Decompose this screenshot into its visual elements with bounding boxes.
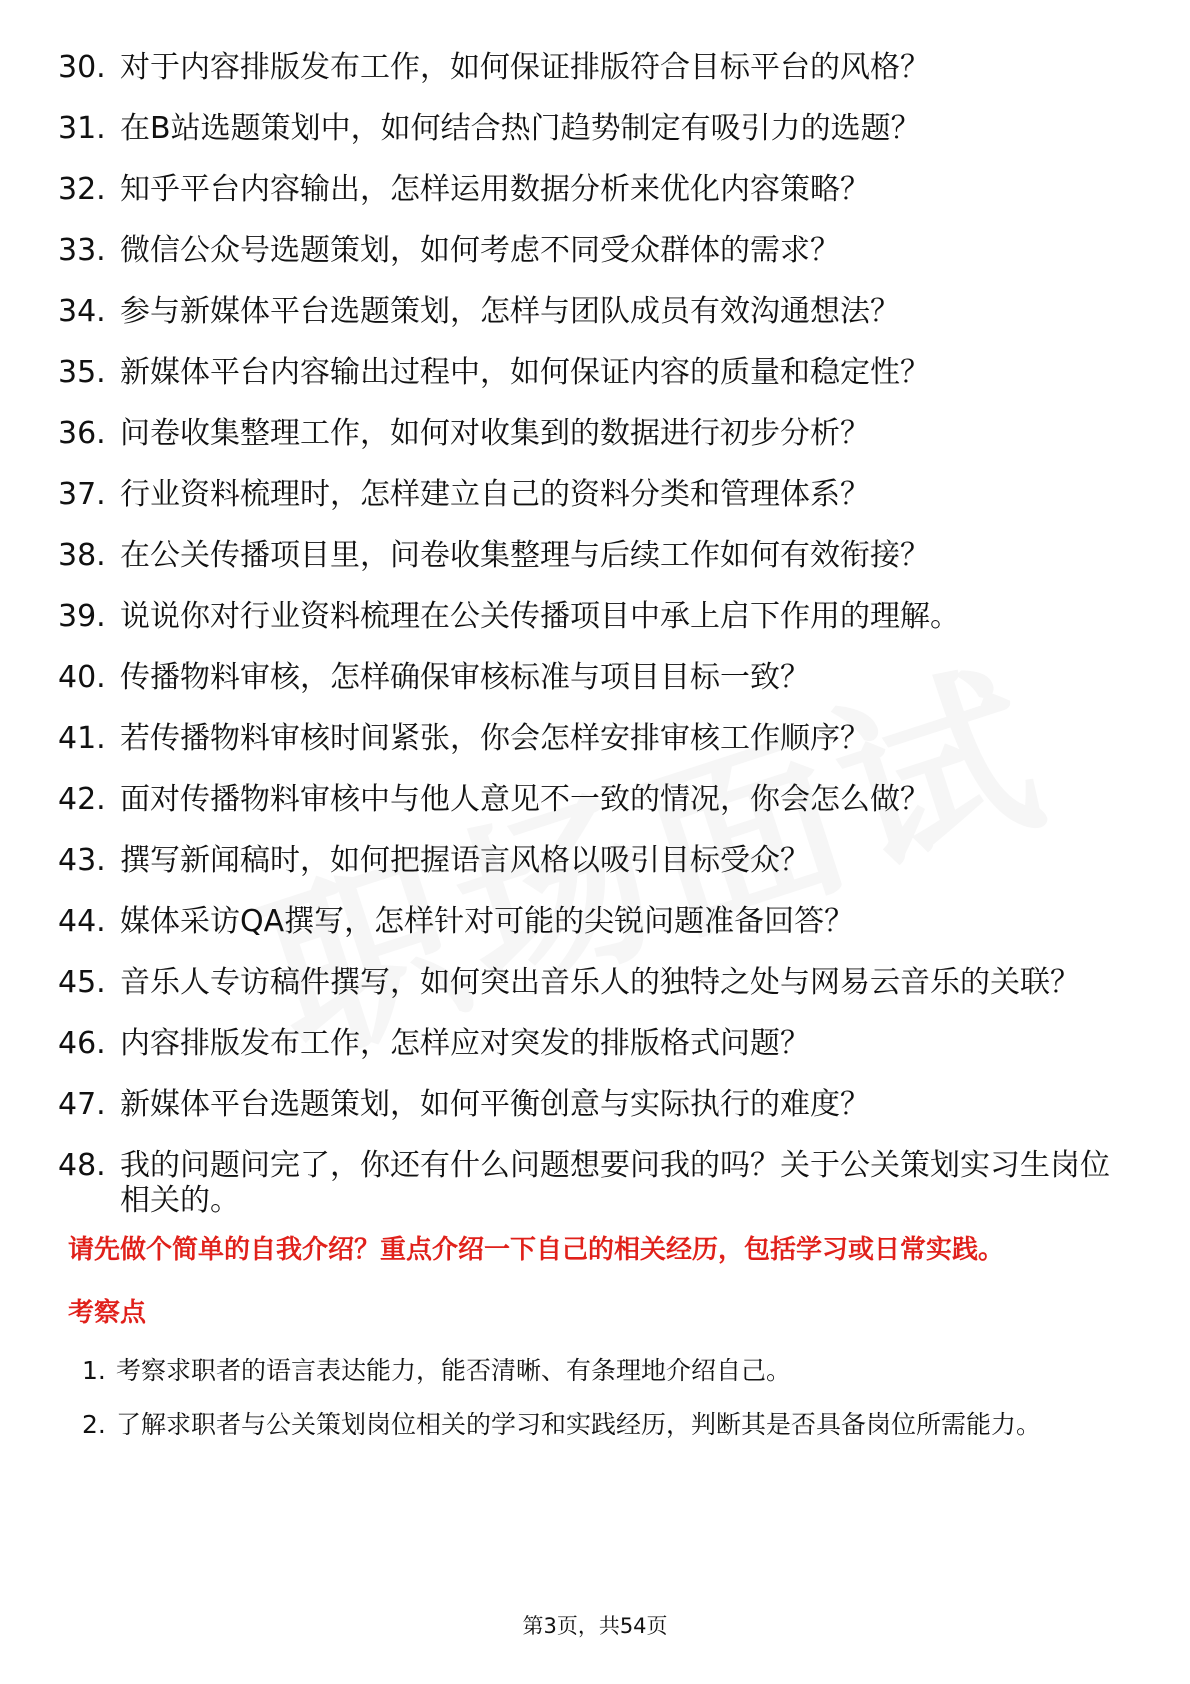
question-text: 参与新媒体平台选题策划，怎样与团队成员有效沟通想法？ [120,294,900,329]
question-number: 34. [58,294,106,329]
question-item [58,965,1138,1000]
question-item [58,294,1138,329]
question-text: 媒体采访QA撰写，怎样针对可能的尖锐问题准备回答？ [120,904,855,939]
question-number: 31. [58,111,106,146]
question-text: 面对传播物料审核中与他人意见不一致的情况，你会怎么做？ [120,782,930,817]
question-item [58,355,1138,390]
question-text: 内容排版发布工作，怎样应对突发的排版格式问题？ [120,1026,810,1061]
question-item [58,416,1138,451]
question-number: 47. [58,1087,106,1122]
assessment-number: 1. [82,1356,106,1385]
question-item [58,1087,1138,1122]
question-number: 38. [58,538,106,573]
intro-question: 请先做个简单的自我介绍？重点介绍一下自己的相关经历，包括学习或日常实践。 [68,1235,1005,1265]
question-item [58,111,1138,146]
question-item [58,904,1138,939]
question-number: 46. [58,1026,106,1061]
assessment-item [82,1399,1132,1451]
question-item [58,1026,1138,1061]
question-number: 42. [58,782,106,817]
question-item [58,782,1138,817]
assessment-text: 考察求职者的语言表达能力，能否清晰、有条理地介绍自己。 [116,1356,792,1385]
question-text: 在B站选题策划中，如何结合热门趋势制定有吸引力的选题？ [120,111,921,146]
question-text: 微信公众号选题策划，如何考虑不同受众群体的需求？ [120,233,840,268]
question-number: 35. [58,355,106,390]
question-text: 我的问题问完了，你还有什么问题想要问我的吗？关于公关策划实习生岗位相关的。 [120,1148,1110,1218]
question-number: 36. [58,416,106,451]
question-number: 40. [58,660,106,695]
question-text: 行业资料梳理时，怎样建立自己的资料分类和管理体系？ [120,477,870,512]
question-item [58,721,1138,756]
question-item [58,50,1138,85]
question-text: 知乎平台内容输出，怎样运用数据分析来优化内容策略？ [120,172,870,207]
question-text: 撰写新闻稿时，如何把握语言风格以吸引目标受众？ [120,843,810,878]
page-footer: 第3页，共54页 [522,1614,668,1638]
question-number: 44. [58,904,106,939]
assessment-text: 了解求职者与公关策划岗位相关的学习和实践经历，判断其是否具备岗位所需能力。 [116,1410,1042,1439]
assessment-heading: 考察点 [68,1298,147,1328]
question-list [58,50,1138,1244]
question-text: 对于内容排版发布工作，如何保证排版符合目标平台的风格？ [120,50,930,85]
question-number: 39. [58,599,106,634]
question-item [58,599,1138,634]
question-number: 32. [58,172,106,207]
question-text: 新媒体平台内容输出过程中，如何保证内容的质量和稳定性？ [120,355,930,390]
question-number: 45. [58,965,106,1000]
question-item [58,538,1138,573]
question-text: 新媒体平台选题策划，如何平衡创意与实际执行的难度？ [120,1087,870,1122]
question-text: 说说你对行业资料梳理在公关传播项目中承上启下作用的理解。 [120,599,960,634]
assessment-list [82,1345,1132,1453]
question-item [58,233,1138,268]
question-text: 问卷收集整理工作，如何对收集到的数据进行初步分析？ [120,416,870,451]
question-text: 传播物料审核，怎样确保审核标准与项目目标一致？ [120,660,810,695]
question-item [58,660,1138,695]
question-text: 音乐人专访稿件撰写，如何突出音乐人的独特之处与网易云音乐的关联？ [120,965,1080,1000]
question-number: 48. [58,1148,106,1183]
question-number: 37. [58,477,106,512]
question-number: 33. [58,233,106,268]
assessment-number: 2. [82,1410,106,1439]
question-number: 43. [58,843,106,878]
question-item [58,1148,1138,1218]
question-text: 在公关传播项目里，问卷收集整理与后续工作如何有效衔接？ [120,538,930,573]
question-item [58,843,1138,878]
question-number: 41. [58,721,106,756]
question-item [58,172,1138,207]
question-item [58,477,1138,512]
question-number: 30. [58,50,106,85]
question-text: 若传播物料审核时间紧张，你会怎样安排审核工作顺序？ [120,721,870,756]
assessment-item [82,1345,1132,1397]
